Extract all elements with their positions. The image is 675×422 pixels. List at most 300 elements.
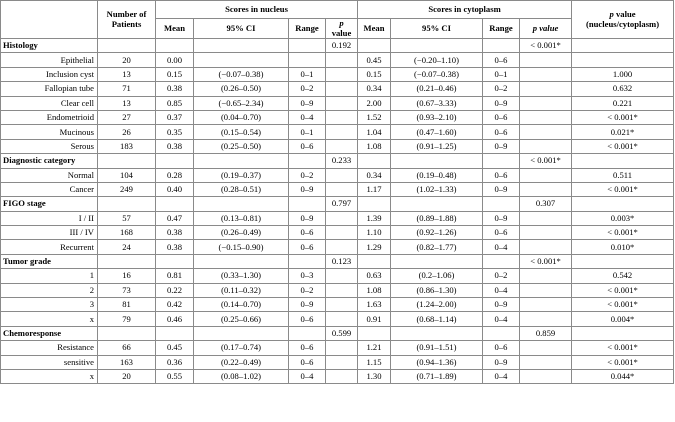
nucleus-range: 0–6	[289, 355, 326, 369]
nucleus-ci-header: 95% CI	[194, 19, 289, 39]
patients-count: 13	[98, 96, 156, 110]
nucleus-range: 0–9	[289, 211, 326, 225]
cytoplasm-ci: (1.02–1.33)	[391, 182, 483, 196]
cytoplasm-p-empty	[520, 53, 572, 67]
cytoplasm-p-empty	[520, 82, 572, 96]
nucleus-range: 0–2	[289, 82, 326, 96]
cytoplasm-mean: 2.00	[358, 96, 391, 110]
empty-cell	[98, 39, 156, 53]
nucleus-ci: (0.17–0.74)	[194, 341, 289, 355]
patients-count: 79	[98, 312, 156, 326]
p-ratio: < 0.001*	[572, 110, 674, 124]
p-ratio: < 0.001*	[572, 298, 674, 312]
nucleus-ci: (0.26–0.49)	[194, 226, 289, 240]
cytoplasm-mean: 1.29	[358, 240, 391, 254]
row-label: Recurrent	[1, 240, 98, 254]
section-p-nucleus: 0.599	[326, 326, 358, 340]
nucleus-mean: 0.85	[156, 96, 194, 110]
nucleus-ci: (0.25–0.66)	[194, 312, 289, 326]
table-row	[1, 182, 674, 196]
p-ratio: 0.004*	[572, 312, 674, 326]
cytoplasm-mean: 0.63	[358, 269, 391, 283]
nucleus-ci: (0.28–0.51)	[194, 182, 289, 196]
section-p-cytoplasm: < 0.001*	[520, 39, 572, 53]
patients-count: 20	[98, 53, 156, 67]
cytoplasm-ci: (0.89–1.88)	[391, 211, 483, 225]
section-row	[1, 254, 674, 268]
nucleus-p-empty	[326, 269, 358, 283]
nucleus-mean: 0.38	[156, 139, 194, 153]
empty-cell	[358, 254, 391, 268]
cytoplasm-group-header: Scores in cytoplasm	[358, 1, 572, 19]
cytoplasm-range: 0–6	[483, 226, 520, 240]
empty-cell	[194, 39, 289, 53]
empty-cell	[483, 326, 520, 340]
patients-count: 66	[98, 341, 156, 355]
row-label: III / IV	[1, 226, 98, 240]
nucleus-ci: (0.08–1.02)	[194, 369, 289, 383]
cytoplasm-p-empty	[520, 369, 572, 383]
nucleus-p-empty	[326, 96, 358, 110]
p-ratio-header-p: p	[609, 9, 614, 20]
table-row	[1, 211, 674, 225]
empty-cell	[98, 154, 156, 168]
cytoplasm-ci: (0.47–1.60)	[391, 125, 483, 139]
nucleus-ci: (0.25–0.50)	[194, 139, 289, 153]
section-p-nucleus: 0.233	[326, 154, 358, 168]
nucleus-p-empty	[326, 168, 358, 182]
table-row	[1, 139, 674, 153]
empty-cell	[98, 197, 156, 211]
header-row-groups	[1, 1, 674, 19]
nucleus-p-empty	[326, 139, 358, 153]
section-row	[1, 197, 674, 211]
cytoplasm-mean: 0.45	[358, 53, 391, 67]
row-label: Normal	[1, 168, 98, 182]
empty-cell	[358, 326, 391, 340]
p-ratio: < 0.001*	[572, 226, 674, 240]
empty-cell	[391, 39, 483, 53]
patients-count: 57	[98, 211, 156, 225]
nucleus-p-empty	[326, 240, 358, 254]
row-label: I / II	[1, 211, 98, 225]
cytoplasm-mean: 1.04	[358, 125, 391, 139]
nucleus-p-header	[326, 19, 358, 39]
nucleus-range: 0–6	[289, 139, 326, 153]
empty-cell	[194, 154, 289, 168]
cytoplasm-ci: (0.92–1.26)	[391, 226, 483, 240]
empty-cell	[194, 326, 289, 340]
nucleus-ci: (0.15–0.54)	[194, 125, 289, 139]
cytoplasm-range: 0–9	[483, 355, 520, 369]
nucleus-mean: 0.38	[156, 82, 194, 96]
p-ratio: 0.044*	[572, 369, 674, 383]
p-ratio: < 0.001*	[572, 341, 674, 355]
cytoplasm-p-empty	[520, 240, 572, 254]
table-row	[1, 53, 674, 67]
empty-cell	[194, 197, 289, 211]
patients-count: 27	[98, 110, 156, 124]
cytoplasm-p-empty	[520, 312, 572, 326]
patients-count: 24	[98, 240, 156, 254]
nucleus-mean: 0.36	[156, 355, 194, 369]
nucleus-p-empty	[326, 355, 358, 369]
nucleus-mean: 0.46	[156, 312, 194, 326]
nucleus-p-empty	[326, 369, 358, 383]
p-ratio: < 0.001*	[572, 182, 674, 196]
nucleus-ci	[194, 53, 289, 67]
section-row	[1, 39, 674, 53]
nucleus-range: 0–9	[289, 298, 326, 312]
patients-count: 163	[98, 355, 156, 369]
empty-cell	[194, 254, 289, 268]
row-label: Inclusion cyst	[1, 67, 98, 81]
cytoplasm-ci: (0.82–1.77)	[391, 240, 483, 254]
table-body	[1, 39, 674, 384]
cytoplasm-p-empty	[520, 168, 572, 182]
cytoplasm-range: 0–9	[483, 182, 520, 196]
nucleus-range: 0–9	[289, 182, 326, 196]
patients-count: 73	[98, 283, 156, 297]
nucleus-range-header: Range	[289, 19, 326, 39]
nucleus-p-empty	[326, 110, 358, 124]
p-ratio: < 0.001*	[572, 139, 674, 153]
nucleus-range: 0–6	[289, 226, 326, 240]
table-row	[1, 283, 674, 297]
cytoplasm-ci-header: 95% CI	[391, 19, 483, 39]
section-row	[1, 154, 674, 168]
row-label: 3	[1, 298, 98, 312]
nucleus-mean: 0.81	[156, 269, 194, 283]
row-label: 1	[1, 269, 98, 283]
p-ratio: 0.632	[572, 82, 674, 96]
cytoplasm-ci: (0.68–1.14)	[391, 312, 483, 326]
cytoplasm-p-empty	[520, 283, 572, 297]
nucleus-p-empty	[326, 211, 358, 225]
empty-cell	[572, 326, 674, 340]
p-ratio: 0.221	[572, 96, 674, 110]
nucleus-ci: (0.26–0.50)	[194, 82, 289, 96]
empty-cell	[391, 197, 483, 211]
section-p-nucleus: 0.123	[326, 254, 358, 268]
table-row	[1, 82, 674, 96]
cytoplasm-p-header: p value	[520, 19, 572, 39]
cytoplasm-range: 0–6	[483, 125, 520, 139]
p-ratio: 0.511	[572, 168, 674, 182]
cytoplasm-mean: 1.52	[358, 110, 391, 124]
cytoplasm-p-empty	[520, 226, 572, 240]
empty-cell	[156, 197, 194, 211]
table-row	[1, 341, 674, 355]
cytoplasm-p-empty	[520, 125, 572, 139]
cytoplasm-p-empty	[520, 298, 572, 312]
nucleus-mean: 0.55	[156, 369, 194, 383]
empty-cell	[483, 197, 520, 211]
empty-cell	[483, 39, 520, 53]
cytoplasm-mean: 0.34	[358, 82, 391, 96]
table-row	[1, 369, 674, 383]
cytoplasm-mean: 1.21	[358, 341, 391, 355]
nucleus-p-empty	[326, 182, 358, 196]
p-ratio: < 0.001*	[572, 283, 674, 297]
nucleus-ci: (0.19–0.37)	[194, 168, 289, 182]
p-ratio: < 0.001*	[572, 355, 674, 369]
nucleus-p-empty	[326, 312, 358, 326]
cytoplasm-ci: (−0.20–1.10)	[391, 53, 483, 67]
nucleus-range: 0–1	[289, 125, 326, 139]
cytoplasm-mean: 0.91	[358, 312, 391, 326]
section-title: Tumor grade	[1, 254, 98, 268]
table-row	[1, 96, 674, 110]
cytoplasm-range: 0–9	[483, 96, 520, 110]
cytoplasm-p-empty	[520, 269, 572, 283]
cytoplasm-range: 0–9	[483, 139, 520, 153]
cytoplasm-range: 0–6	[483, 110, 520, 124]
cytoplasm-range: 0–6	[483, 168, 520, 182]
nucleus-mean: 0.22	[156, 283, 194, 297]
nucleus-range	[289, 53, 326, 67]
table-row	[1, 240, 674, 254]
row-label: sensitive	[1, 355, 98, 369]
nucleus-mean: 0.38	[156, 226, 194, 240]
nucleus-range: 0–3	[289, 269, 326, 283]
nucleus-mean: 0.40	[156, 182, 194, 196]
section-p-cytoplasm: < 0.001*	[520, 154, 572, 168]
patients-header: Number of Patients	[98, 1, 156, 39]
empty-cell	[391, 154, 483, 168]
row-label: x	[1, 369, 98, 383]
patients-count: 249	[98, 182, 156, 196]
nucleus-mean: 0.42	[156, 298, 194, 312]
cytoplasm-range: 0–4	[483, 312, 520, 326]
patients-count: 26	[98, 125, 156, 139]
cytoplasm-mean: 1.17	[358, 182, 391, 196]
section-p-cytoplasm: 0.307	[520, 197, 572, 211]
empty-cell	[572, 154, 674, 168]
nucleus-range: 0–9	[289, 96, 326, 110]
nucleus-range: 0–2	[289, 283, 326, 297]
table-row	[1, 355, 674, 369]
nucleus-p-header-value: value	[331, 27, 352, 38]
nucleus-ci: (0.11–0.32)	[194, 283, 289, 297]
empty-cell	[483, 154, 520, 168]
cytoplasm-range: 0–6	[483, 341, 520, 355]
section-row	[1, 326, 674, 340]
nucleus-ci: (0.33–1.30)	[194, 269, 289, 283]
row-label: Resistance	[1, 341, 98, 355]
nucleus-range: 0–6	[289, 312, 326, 326]
nucleus-range: 0–6	[289, 341, 326, 355]
nucleus-mean: 0.37	[156, 110, 194, 124]
p-ratio: 1.000	[572, 67, 674, 81]
cytoplasm-range: 0–9	[483, 298, 520, 312]
nucleus-group-header: Scores in nucleus	[156, 1, 358, 19]
nucleus-ci: (0.13–0.81)	[194, 211, 289, 225]
section-title: FIGO stage	[1, 197, 98, 211]
patients-count: 104	[98, 168, 156, 182]
cytoplasm-mean: 1.08	[358, 139, 391, 153]
empty-cell	[483, 254, 520, 268]
cytoplasm-mean: 1.39	[358, 211, 391, 225]
cytoplasm-range: 0–4	[483, 240, 520, 254]
table-row	[1, 67, 674, 81]
cytoplasm-ci: (0.94–1.36)	[391, 355, 483, 369]
cytoplasm-mean: 1.15	[358, 355, 391, 369]
nucleus-ci: (−0.65–2.34)	[194, 96, 289, 110]
section-p-cytoplasm: < 0.001*	[520, 254, 572, 268]
cytoplasm-ci: (0.21–0.46)	[391, 82, 483, 96]
nucleus-mean: 0.15	[156, 67, 194, 81]
nucleus-p-empty	[326, 125, 358, 139]
cytoplasm-p-empty	[520, 211, 572, 225]
section-title: Diagnostic category	[1, 154, 98, 168]
cytoplasm-range-header: Range	[483, 19, 520, 39]
empty-cell	[358, 39, 391, 53]
empty-cell	[289, 197, 326, 211]
nucleus-range: 0–4	[289, 369, 326, 383]
cytoplasm-range: 0–2	[483, 82, 520, 96]
empty-cell	[289, 326, 326, 340]
cytoplasm-ci: (1.24–2.00)	[391, 298, 483, 312]
nucleus-range: 0–1	[289, 67, 326, 81]
row-label: Mucinous	[1, 125, 98, 139]
cytoplasm-ci: (−0.07–0.38)	[391, 67, 483, 81]
nucleus-p-header-p: p	[339, 18, 344, 29]
patients-count: 16	[98, 269, 156, 283]
table-row	[1, 298, 674, 312]
row-label: Fallopian tube	[1, 82, 98, 96]
cytoplasm-range: 0–9	[483, 211, 520, 225]
empty-cell	[156, 254, 194, 268]
empty-cell	[156, 326, 194, 340]
p-ratio: 0.003*	[572, 211, 674, 225]
empty-cell	[391, 326, 483, 340]
cytoplasm-mean: 0.34	[358, 168, 391, 182]
nucleus-p-empty	[326, 82, 358, 96]
section-title: Chemoresponse	[1, 326, 98, 340]
cytoplasm-mean: 1.10	[358, 226, 391, 240]
cytoplasm-p-empty	[520, 182, 572, 196]
empty-cell	[572, 39, 674, 53]
nucleus-p-empty	[326, 67, 358, 81]
cytoplasm-mean: 0.15	[358, 67, 391, 81]
row-label: Epithelial	[1, 53, 98, 67]
nucleus-range: 0–2	[289, 168, 326, 182]
empty-cell	[98, 326, 156, 340]
nucleus-ci: (0.14–0.70)	[194, 298, 289, 312]
cytoplasm-mean-header: Mean	[358, 19, 391, 39]
cytoplasm-mean: 1.08	[358, 283, 391, 297]
row-label: x	[1, 312, 98, 326]
cytoplasm-p-empty	[520, 110, 572, 124]
cytoplasm-p-empty	[520, 96, 572, 110]
empty-cell	[391, 254, 483, 268]
cytoplasm-ci: (0.19–0.48)	[391, 168, 483, 182]
nucleus-range: 0–6	[289, 240, 326, 254]
row-label: Cancer	[1, 182, 98, 196]
nucleus-mean: 0.47	[156, 211, 194, 225]
nucleus-mean: 0.45	[156, 341, 194, 355]
patients-count: 81	[98, 298, 156, 312]
nucleus-ci: (−0.15–0.90)	[194, 240, 289, 254]
cytoplasm-range: 0–4	[483, 369, 520, 383]
patients-count: 168	[98, 226, 156, 240]
cytoplasm-mean: 1.30	[358, 369, 391, 383]
cytoplasm-range: 0–4	[483, 283, 520, 297]
cytoplasm-p-empty	[520, 341, 572, 355]
nucleus-p-empty	[326, 226, 358, 240]
cytoplasm-range: 0–2	[483, 269, 520, 283]
nucleus-ci: (0.04–0.70)	[194, 110, 289, 124]
empty-cell	[572, 254, 674, 268]
nucleus-mean-header: Mean	[156, 19, 194, 39]
table-row	[1, 269, 674, 283]
empty-cell	[289, 254, 326, 268]
table-row	[1, 110, 674, 124]
table-row	[1, 312, 674, 326]
p-ratio	[572, 53, 674, 67]
nucleus-mean: 0.28	[156, 168, 194, 182]
p-ratio: 0.010*	[572, 240, 674, 254]
row-label: Serous	[1, 139, 98, 153]
row-label: 2	[1, 283, 98, 297]
cytoplasm-ci: (0.93–2.10)	[391, 110, 483, 124]
cytoplasm-p-empty	[520, 355, 572, 369]
cytoplasm-range: 0–1	[483, 67, 520, 81]
table-row	[1, 125, 674, 139]
p-ratio-header: p value (nucleus/cytoplasm)	[572, 1, 674, 39]
nucleus-p-empty	[326, 298, 358, 312]
row-label: Clear cell	[1, 96, 98, 110]
empty-cell	[572, 197, 674, 211]
p-ratio: 0.021*	[572, 125, 674, 139]
nucleus-ci: (0.22–0.49)	[194, 355, 289, 369]
nucleus-ci: (−0.07–0.38)	[194, 67, 289, 81]
nucleus-mean: 0.00	[156, 53, 194, 67]
cytoplasm-ci: (0.91–1.25)	[391, 139, 483, 153]
table-header	[1, 1, 674, 39]
table-row	[1, 226, 674, 240]
nucleus-p-empty	[326, 53, 358, 67]
empty-cell	[156, 39, 194, 53]
empty-cell	[289, 154, 326, 168]
cytoplasm-ci: (0.86–1.30)	[391, 283, 483, 297]
nucleus-range: 0–4	[289, 110, 326, 124]
p-ratio: 0.542	[572, 269, 674, 283]
patients-count: 71	[98, 82, 156, 96]
table-row	[1, 168, 674, 182]
patients-count: 20	[98, 369, 156, 383]
cytoplasm-mean: 1.63	[358, 298, 391, 312]
cytoplasm-ci: (0.91–1.51)	[391, 341, 483, 355]
patients-count: 13	[98, 67, 156, 81]
nucleus-p-empty	[326, 283, 358, 297]
empty-cell	[98, 254, 156, 268]
cytoplasm-ci: (0.2–1.06)	[391, 269, 483, 283]
cytoplasm-ci: (0.67–3.33)	[391, 96, 483, 110]
section-p-nucleus: 0.192	[326, 39, 358, 53]
empty-cell	[289, 39, 326, 53]
corner-cell	[1, 1, 98, 39]
cytoplasm-p-empty	[520, 139, 572, 153]
cytoplasm-p-empty	[520, 67, 572, 81]
section-p-cytoplasm: 0.859	[520, 326, 572, 340]
row-label: Endometrioid	[1, 110, 98, 124]
cytoplasm-ci: (0.71–1.89)	[391, 369, 483, 383]
empty-cell	[358, 197, 391, 211]
section-p-nucleus: 0.797	[326, 197, 358, 211]
nucleus-p-empty	[326, 341, 358, 355]
